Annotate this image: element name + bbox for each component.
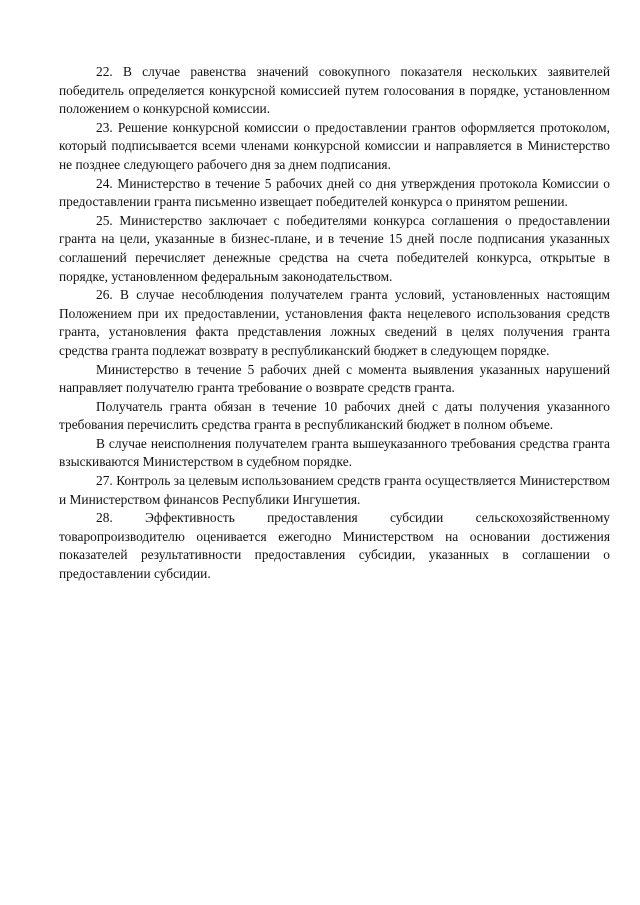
document-page: [59, 63, 610, 584]
paragraph-28: 28. Эффективность предоставления субсидии сельскохозяйственному товаропроизводителю оценивается ежегодно Министерством на основании достижения показателей результативности предоставления субсидии, указанных в соглашении о предоставлении субсидии.: [59, 510, 610, 582]
paragraph-27: 27. Контроль за целевым использованием средств гранта осуществляется Министерством и Министерством финансов Республики Ингушетия.: [59, 473, 610, 507]
paragraph-23: 23. Решение конкурсной комиссии о предоставлении грантов оформляется протоколом, который подписывается всеми членами конкурсной комиссии и направляется в Министерство не позднее следующего рабочего дня за днем подписания.: [59, 119, 610, 172]
paragraph-26-refund: Получатель гранта обязан в течение 10 рабочих дней с даты получения указанного требования перечислить средства гранта в республиканский бюджет в полном объеме.: [59, 398, 610, 433]
paragraph-25: 25. Министерство заключает с победителями конкурса соглашения о предоставлении гранта на цели, указанные в бизнес-плане, и в течение 15 дней после подписания указанных соглашений перечисляет денежные средства на счета победителей конкурса, открытые в порядке, установленном федеральным законодательством.: [59, 212, 610, 284]
paragraph-26-notice: Министерство в течение 5 рабочих дней с момента выявления указанных нарушений направляет получателю гранта требование о возврате средств гранта.: [59, 361, 610, 396]
paragraph-22: 22. В случае равенства значений совокупного показателя нескольких заявителей победитель определяется конкурсной комиссией путем голосования в порядке, установленном положением о конкурсной комиссии.: [59, 64, 610, 117]
paragraph-24: 24. Министерство в течение 5 рабочих дней со дня утверждения протокола Комиссии о предоставлении гранта письменно извещает победителей конкурса о принятом решении.: [59, 175, 610, 210]
paragraph-26: 26. В случае несоблюдения получателем гранта условий, установленных настоящим Положением при их предоставлении, установления факта нецелевого использования средств гранта, установления факта представления ложных сведений в целях получения гранта средства гранта подлежат возврату в республиканский бюджет в следующем порядке.: [59, 287, 610, 358]
paragraph-26-court: В случае неисполнения получателем гранта вышеуказанного требования средства гранта взыскиваются Министерством в судебном порядке.: [59, 435, 610, 470]
